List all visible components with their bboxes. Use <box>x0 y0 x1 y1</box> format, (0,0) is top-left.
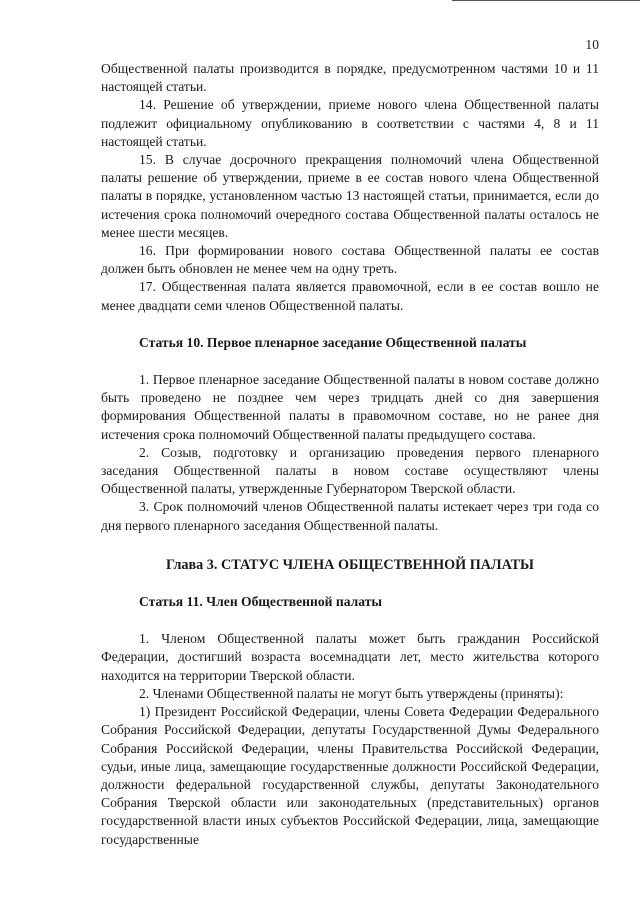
paragraph-16: 16. При формировании нового состава Общественной палаты ее состав должен быть обновлен не менее чем на одну треть. <box>101 243 599 277</box>
article-11-item-1: 1) Президент Российской Федерации, члены Совета Федерации Федерального Собрания Российской Федерации, депутаты Государственной Думы Федерального Собрания Российской Федерации, члены Правительства Российской Федерации, судьи, иные лица, замещающие государственные должности Российской Федерации, должности федеральной государственной службы, депутаты Законодательного Собрания Тверской области или законодательных (представительных) органов государственной власти иных субъектов Российской Федерации, лица, замещающие государственные <box>101 704 599 847</box>
paragraph-14: 14. Решение об утверждении, приеме нового члена Общественной палаты подлежит официальному опубликованию в соответствии с частями 4, 8 и 11 настоящей статьи. <box>101 97 599 149</box>
document-page <box>101 36 599 849</box>
paragraph-17: 17. Общественная палата является правомочной, если в ее состав вошло не менее двадцати семи членов Общественной палаты. <box>101 279 599 313</box>
article-11-paragraph-1: 1. Членом Общественной палаты может быть гражданин Российской Федерации, достигший возраста восемнадцати лет, место жительства которого находится на территории Тверской области. <box>101 631 599 683</box>
article-11-paragraph-2: 2. Членами Общественной палаты не могут быть утверждены (приняты): <box>139 685 564 701</box>
top-edge-rule <box>452 0 640 1</box>
page-number: 10 <box>585 37 599 52</box>
article-11-title: Статья 11. Член Общественной палаты <box>139 594 382 610</box>
article-10-paragraph-1: 1. Первое пленарное заседание Общественной палаты в новом составе должно быть проведено не позднее чем через тридцать дней со дня завершения формирования Общественной палаты в правомочном составе, но не ранее дня истечения срока полномочий Общественной палаты предыдущего состава. <box>101 372 599 442</box>
paragraph-continuation: Общественной палаты производится в порядке, предусмотренном частями 10 и 11 настоящей статьи. <box>101 61 599 95</box>
paragraph-15: 15. В случае досрочного прекращения полномочий члена Общественной палаты решение об утверждении, приеме в ее состав нового члена Общественной палаты в порядке, установленном частью 13 настоящей статьи, принимается, если до истечения срока полномочий очередного состава Общественной палаты осталось не менее шести месяцев. <box>101 152 599 240</box>
article-10-paragraph-3: 3. Срок полномочий членов Общественной палаты истекает через три года со дня первого пленарного заседания Общественной палаты. <box>101 499 599 533</box>
article-10-title: Статья 10. Первое пленарное заседание Общественной палаты <box>139 334 527 350</box>
article-10-paragraph-2: 2. Созыв, подготовку и организацию проведения первого пленарного заседания Общественной палаты в новом составе осуществляют члены Общественной палаты, утвержденные Губернатором Тверской области. <box>101 444 599 497</box>
chapter-3-title: Глава 3. СТАТУС ЧЛЕНА ОБЩЕСТВЕННОЙ ПАЛАТЫ <box>166 556 534 573</box>
